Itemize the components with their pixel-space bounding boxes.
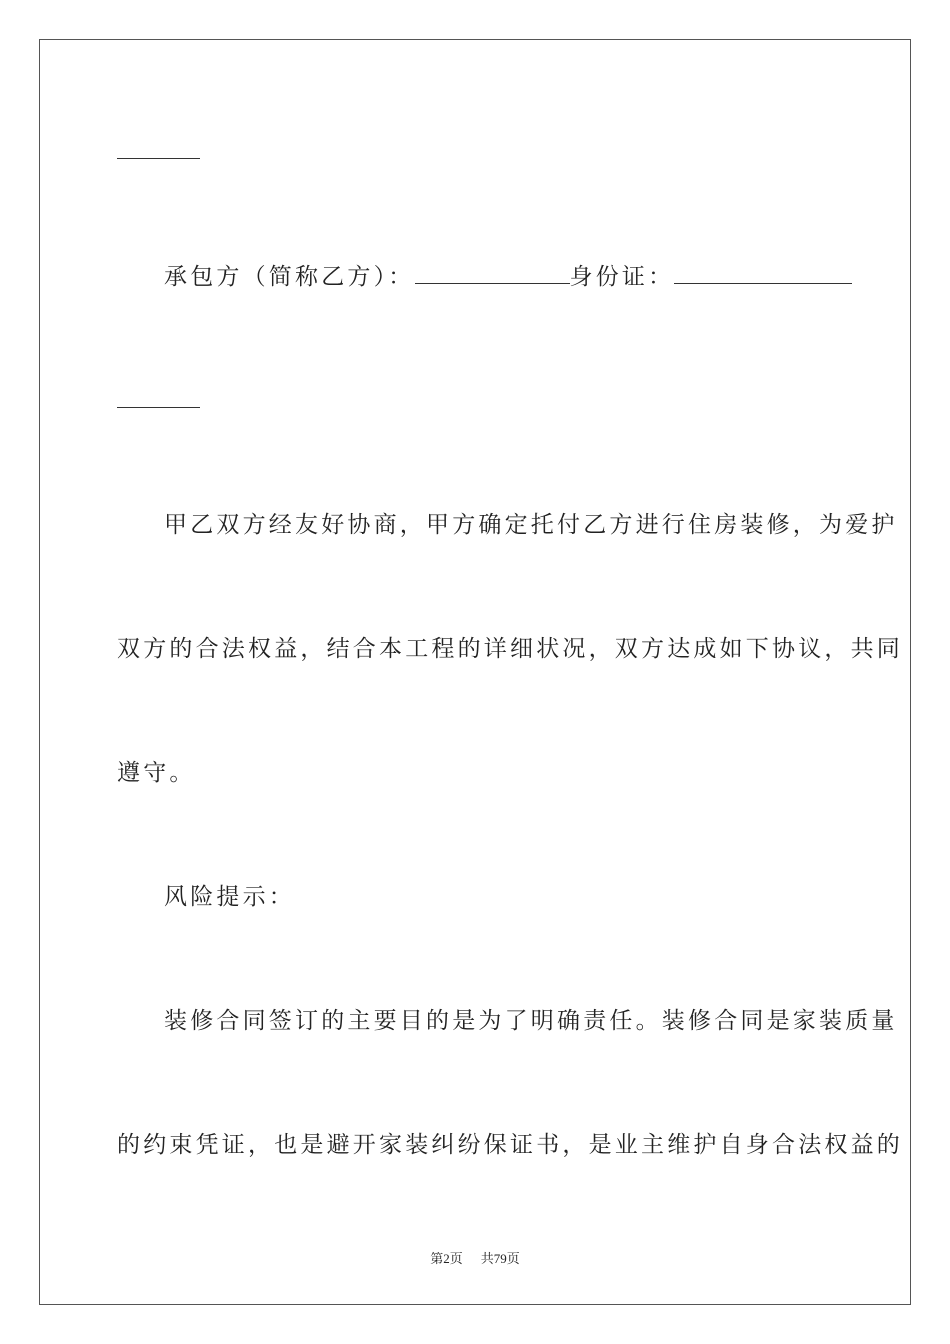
page-number: 第2页 <box>430 1251 463 1266</box>
blank-line-continuation <box>117 407 200 408</box>
contractor-line <box>164 261 852 292</box>
paragraph-line: 装修合同签订的主要目的是为了明确责任。装修合同是家装质量 <box>164 1008 898 1034</box>
page-footer <box>0 1248 950 1267</box>
contractor-label: 承包方（简称乙方）： <box>164 264 415 290</box>
risk-heading: 风险提示： <box>164 884 295 910</box>
contractor-name-blank <box>415 261 570 284</box>
paragraph-line: 甲乙双方经友好协商，甲方确定托付乙方进行住房装修，为爱护 <box>164 512 898 538</box>
total-pages: 共79页 <box>480 1251 520 1266</box>
paragraph-line: 遵守。 <box>117 760 196 786</box>
page-border <box>39 39 911 1305</box>
id-label: 身份证： <box>569 264 675 290</box>
blank-line-continuation <box>117 158 200 159</box>
paragraph-line: 的约束凭证，也是避开家装纠纷保证书，是业主维护自身合法权益的 <box>117 1132 903 1158</box>
id-number-blank <box>674 261 852 284</box>
paragraph-line: 双方的合法权益，结合本工程的详细状况，双方达成如下协议，共同 <box>117 636 903 662</box>
